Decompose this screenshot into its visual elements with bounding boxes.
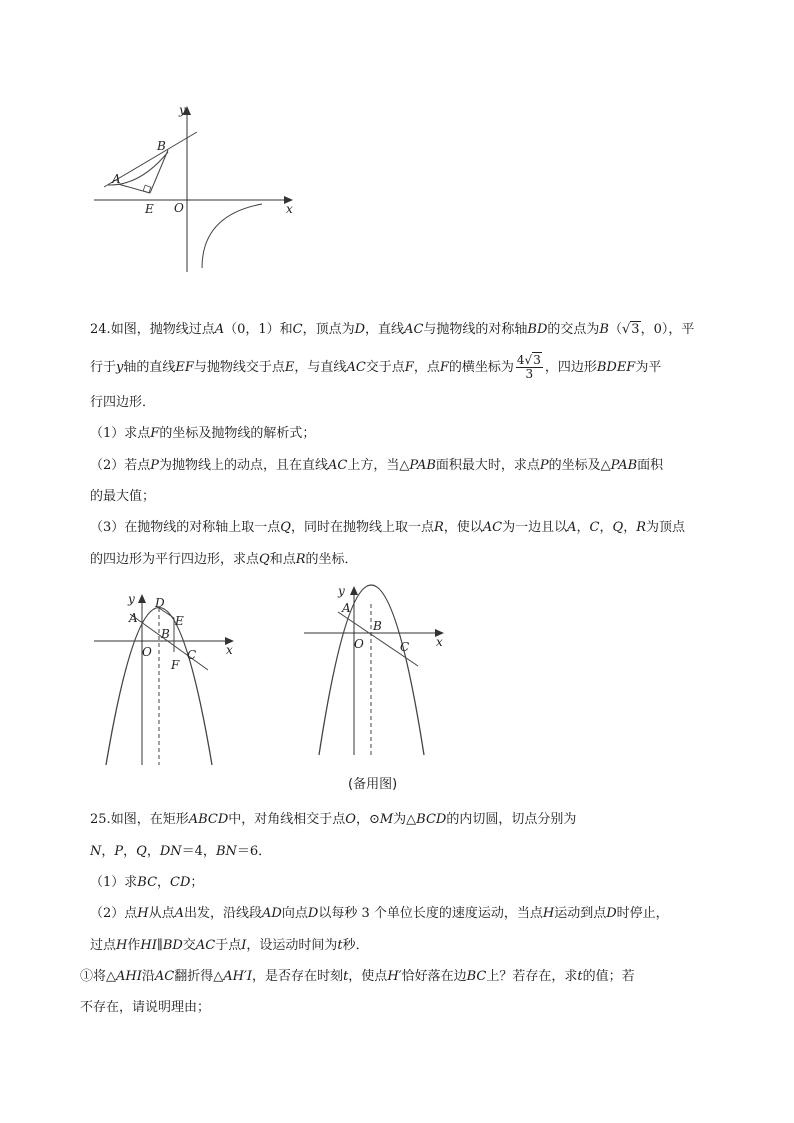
label-c: C: [400, 640, 410, 654]
q25-subpart-1-line-2: 不存在，请说明理由；: [80, 1000, 211, 1015]
label-e: E: [145, 202, 154, 216]
label-f: F: [171, 658, 180, 672]
q25-subpart-1-line-1: ①将△AHI沿AC翻折得△AH′I，是否存在时刻t，使点H′恰好落在边BC上？若存在，求t的值；若: [80, 969, 635, 984]
label-y: y: [338, 584, 345, 598]
q24-part-1: （1）求点F的坐标及抛物线的解析式；: [90, 426, 316, 441]
spare-figure-caption: (备用图): [348, 777, 398, 792]
fraction-4-sqrt3-over-3: $\frac{4√3}{3}$: [516, 353, 541, 381]
q25-number: 25.: [90, 812, 111, 827]
label-x: x: [226, 643, 233, 657]
q24-line-3: 行四边形．: [90, 395, 156, 410]
label-y: y: [128, 592, 135, 606]
q25-part-2-line-1: （2）点H从点A出发，沿线段AD向点D以每秒 3 个单位长度的速度运动，当点H运动到点D时停止，: [90, 906, 669, 921]
hyperbola-branch: [202, 204, 262, 268]
label-o: O: [354, 637, 364, 651]
label-b: B: [161, 627, 170, 641]
label-d: D: [155, 596, 165, 610]
y-axis-arrow: [350, 586, 358, 595]
q25-part-2-line-2: 过点H作HI∥BD交AC于点I，设运动时间为t秒．: [90, 938, 369, 953]
label-c: C: [187, 648, 197, 662]
label-b: B: [157, 139, 166, 153]
figure-parabola-main: [92, 590, 242, 768]
q25-part-1: （1）求BC，CD；: [90, 875, 204, 890]
q24-part-2-line-1: （2）若点P为抛物线上的动点，且在直线AC上方，当△PAB面积最大时，求点P的坐标及△PAB面积: [90, 458, 664, 473]
label-y: y: [179, 103, 186, 117]
q25-line-2: N，P，Q，DN＝4，BN＝6．: [90, 844, 272, 859]
figure-hyperbola-triangle: [90, 100, 305, 280]
label-a: A: [129, 611, 138, 625]
q24-part-3-line-2: 的四边形为平行四边形，求点Q和点R的坐标．: [90, 552, 358, 567]
label-x: x: [286, 202, 293, 216]
label-o: O: [142, 645, 152, 659]
label-e: E: [175, 614, 184, 628]
label-o: O: [174, 201, 184, 215]
label-x: x: [436, 635, 443, 649]
q24-line-2: 行于y轴的直线EF与抛物线交于点E，与直线AC交于点F，点F的横坐标为 $\frac{4√3}{3}$ ，四边形BDEF为平: [90, 353, 662, 381]
y-axis-arrow: [138, 594, 146, 603]
segment-eb: [150, 150, 168, 193]
q25-line-1: 25.如图，在矩形ABCD中，对角线相交于点O，⊙M为△BCD的内切圆，切点分别为: [90, 812, 577, 827]
label-a: A: [342, 601, 351, 615]
q24-line-1: 24.如图，抛物线过点A（0，1）和C，顶点为D，直线AC与抛物线的对称轴BD的交点为B（√3，0），平: [90, 322, 695, 337]
q24-number: 24.: [90, 322, 111, 337]
q24-part-2-line-2: 的最大值；: [90, 489, 156, 504]
figure-parabola-spare: [302, 580, 452, 758]
label-b: B: [373, 619, 382, 633]
q24-part-3-line-1: （3）在抛物线的对称轴上取一点Q，同时在抛物线上取一点R，使以AC为一边且以A，C，Q，R为顶点: [90, 520, 686, 535]
label-a: A: [112, 172, 121, 186]
